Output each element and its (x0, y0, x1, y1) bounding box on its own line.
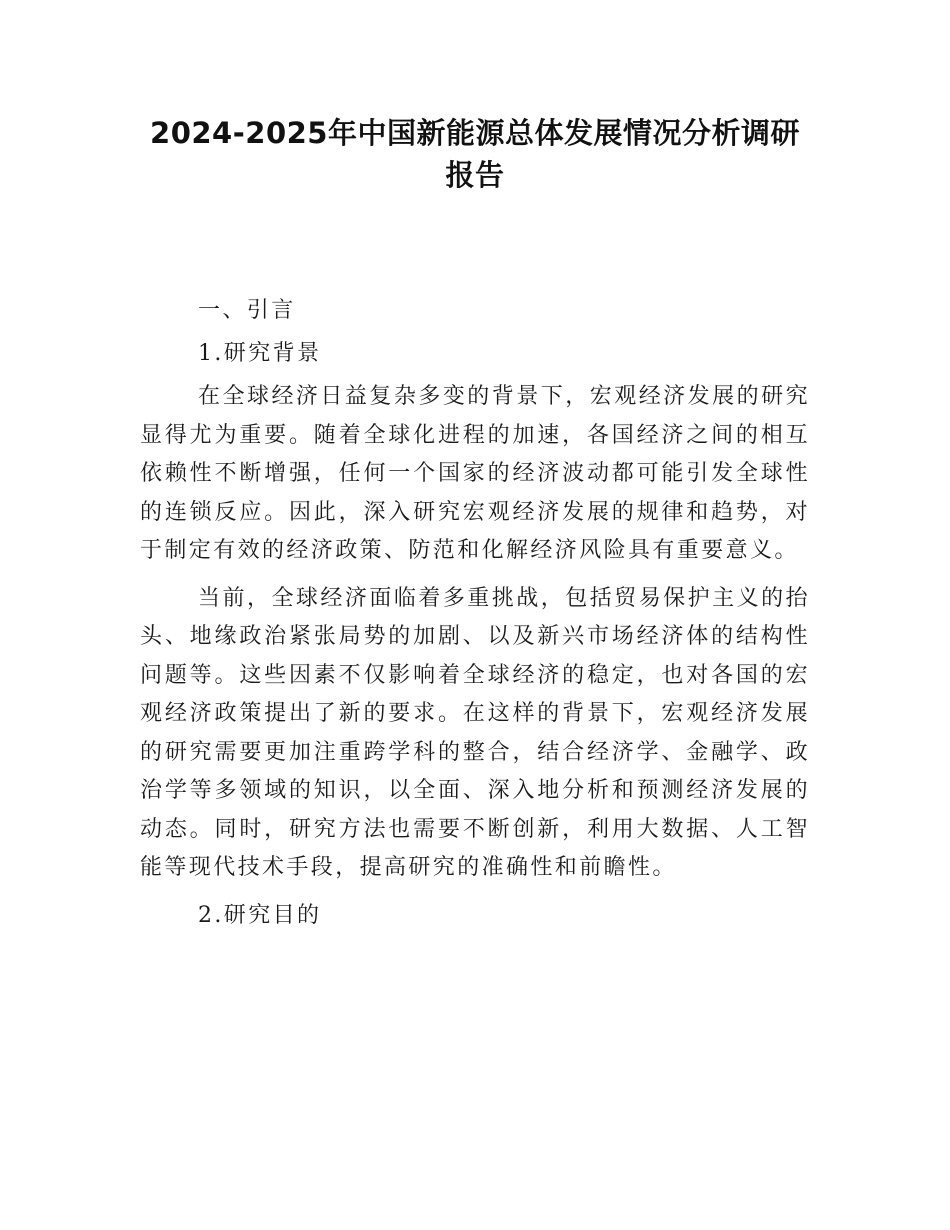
document-body (140, 289, 810, 937)
paragraph-2: 当前，全球经济面临着多重挑战，包括贸易保护主义的抬头、地缘政治紧张局势的加剧、以及新兴市场经济体的结构性问题等。这些因素不仅影响着全球经济的稳定，也对各国的宏观经济政策提出了新的要求。在这样的背景下，宏观经济发展的研究需要更加注重跨学科的整合，结合经济学、金融学、政治学等多领域的知识，以全面、深入地分析和预测经济发展的动态。同时，研究方法也需要不断创新，利用大数据、人工智能等现代技术手段，提高研究的准确性和前瞻性。 (140, 585, 810, 880)
document-title (140, 0, 810, 196)
paragraph-1: 在全球经济日益复杂多变的背景下，宏观经济发展的研究显得尤为重要。随着全球化进程的加速，各国经济之间的相互依赖性不断增强，任何一个国家的经济波动都可能引发全球性的连锁反应。因此，深入研究宏观经济发展的规律和趋势，对于制定有效的经济政策、防范和化解经济风险具有重要意义。 (140, 384, 810, 563)
subsection-heading-purpose: 2.研究目的 (198, 902, 322, 928)
section-heading-introduction: 一、引言 (198, 298, 296, 323)
subsection-heading-background: 1.研究背景 (198, 341, 322, 366)
document-title-line-1: 2024-2025年中国新能源总体发展情况分析调研 (150, 116, 800, 150)
document-title-line-2: 报告 (445, 158, 505, 192)
